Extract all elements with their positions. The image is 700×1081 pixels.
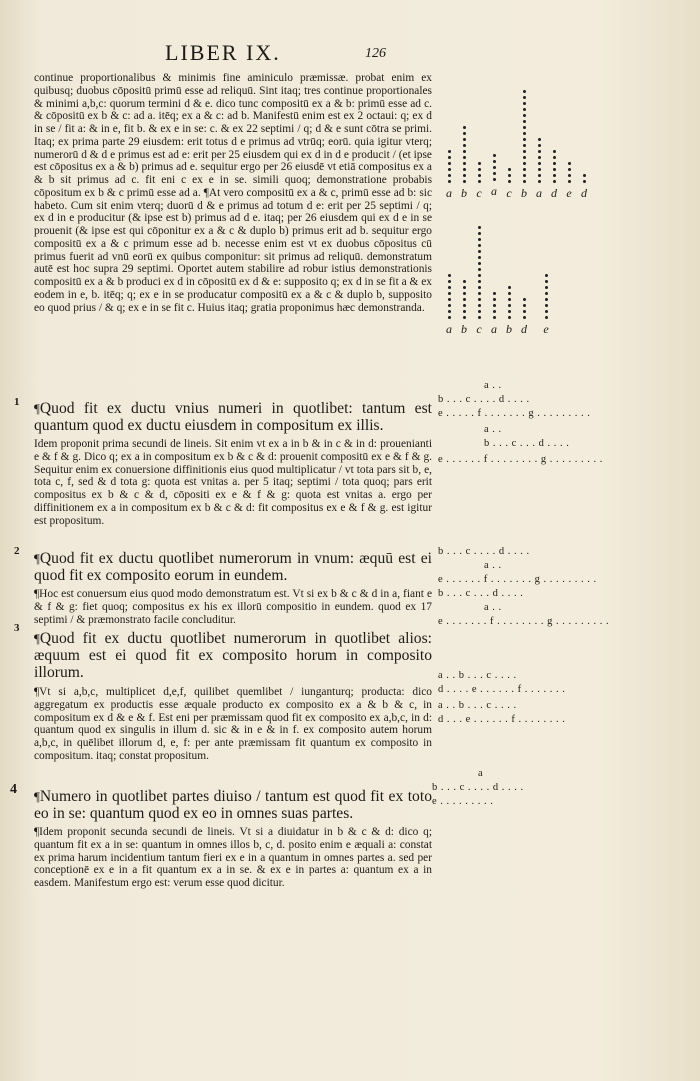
figure-row: e . . . . . . f . . . . . . . g . . . . . . . . . (438, 574, 597, 585)
proposition-text: Quod fit ex ductu vnius numeri in quotlibet: tantum est quantum quod ex ductu eiusdem in compositum ex illis. (34, 400, 432, 434)
figure-row: e . . . . . . f . . . . . . . . g . . . . . . . . . (438, 454, 603, 465)
column-label: c (476, 322, 482, 336)
figure-row: b . . . c . . . . d . . . . (432, 782, 524, 793)
dot-column (473, 226, 485, 336)
figure-row: a . . b . . . c . . . . (438, 700, 517, 711)
dot-column (503, 168, 515, 200)
figure-row: d . . . . e . . . . . . f . . . . . . . (438, 684, 566, 695)
column-label: a (536, 186, 542, 200)
paragraph-commentary-3: ¶Vt si a,b,c, multiplicet d,e,f, quilibet quemlibet / iunganturq; producta: dico aggregatum ex productis esse æquale producto ex composito ex a & b & c, in compositum ex d & e & f. Est eni per præmissam quod fit ex composito ex a,b,c, in d: quantum quod ex singulis in illum d. sic & in e & in f. ex composito autem horum a,b,c, in quēlibet illorum d, e, f: per ante præmissam fit quantum ex composito in compositum. itaq; constat propositum. (34, 686, 432, 762)
dot-column (458, 126, 470, 200)
proposition-number: 4 (10, 782, 17, 797)
paragraph-proof-continued: continue proportionalibus & minimis fine aminiculo præmissæ. probat enim ex quibusq; duobus cōpositū primū esse ad reliquū. Sint itaq; tres continue proportionales & minimi a,b,c: quorum termini d & e. dico tunc compositū ex a & b: primū esse ad c. & cōpositū ex b & c: ad a. itēq; ex a & c: ad b. Manifestū enim est ex 2 octaui: q; ex d in se / fit a: & in e, fit b. & ex e in se: c. & ex 22 septimi / q; d & e sunt cōtra se primi. Itaq; ex prima parte 29 eiusdem: erit totus d e primus ad vtrūq; eorū. quia igitur vterq; numerorū d & d e primus est ad e: erit per 25 eiusdem qui ex d in d e producit / (et ipse est cōpositus ex a & b) primus ad e. sequitur ergo per 26 eiusdē vt etiā compositus ex a & b sit primus ad c. fit eni c ex e in se. simili quoq; demonstratione probabis cōpositum ex b & c primū esse ad a. ¶At vero compositū ex a & c, primū esse ad b: sic habeto. Cum sit enim vterq; duorū d & e primus ad totum d e: erit per 25 septimi / q; ex d in e producitur (& ipse est b) primus ad d e. itaq; per 26 eiusdem qui ex d e in se prouenit (& ipse est qui cōponitur ex a & c & duplo b) primus erit ad b. sequitur ergo compositū ex a & c primum esse ad b. necesse enim est vt ex duobus cōpositus cū primus fuerit ad vnū eorū ex quibus componitur: sit primus ad reliquū. demonstratum autē est hoc supra 29 septimi. Oportet autem stabilire ad robur istius demonstrationis compositū ex a & b produci ex d in cōpositū ex d & e: supposito q; ex d in se fit a & ex eodem in e, b. itēq; q; ex e in se producatur compositū ex a & c & duplo b, supposito eo quod prius / & q; ex e in se fit c. Huius itaq; gratia proponimus hæc demonstranda. (34, 72, 432, 314)
figure-row: b . . . c . . . d . . . . (438, 588, 524, 599)
figure-row: e . . . . . . . f . . . . . . . . g . . . . . . . . . (438, 616, 610, 627)
column-label: e (543, 322, 549, 336)
folio-number: 126 (365, 46, 386, 61)
dot-column (578, 174, 590, 200)
column-label: b (461, 186, 467, 200)
dot-column (533, 138, 545, 200)
column-label: c (476, 186, 482, 200)
paragraph-commentary-4: ¶Idem proponit secunda secundi de lineis. Vt si a diuidatur in b & c & d: dico q; quantum fit ex a in se: quantum in omnes illos b, c, d. posito enim e æquali a: constat ex prima harum incidentium tantum fieri ex e in a quantum in omnes partes a. sed per conceptionē ex e in a fit quantum ex a in se. & ex e in partes a: quantum ex a in easdem. Manifestum ergo est: verum esse quod dicitur. (34, 826, 432, 889)
column-label: b (461, 322, 467, 336)
proposition-number: 1 (14, 396, 20, 408)
page-header (165, 40, 395, 66)
figure-row: a . . (484, 424, 502, 435)
figure-row: a . . (484, 602, 502, 613)
figure-row: a . . b . . . c . . . . (438, 670, 517, 681)
dot-column (473, 162, 485, 200)
figure-row: e . . . . . . . . . (432, 796, 494, 807)
paragraph-commentary-2: ¶Hoc est conuersum eius quod modo demonstratum est. Vt si ex b & c & d in a, fiant e & f & g: fiet quoq; compositus ex his ex illorū compositio in eundem. quod ex 17 septimi / & præmonstrato facile concluditur. (34, 588, 432, 626)
column-label: c (506, 186, 512, 200)
proposition-2 (34, 550, 432, 584)
figure-row: b . . . c . . . . d . . . . (438, 394, 530, 405)
figure-parts (432, 768, 552, 813)
dot-column (540, 274, 552, 336)
proposition-1 (34, 400, 432, 434)
figure-dotted-columns-2 (443, 226, 563, 336)
dot-column (563, 162, 575, 200)
figure-row: a . . (484, 560, 502, 571)
running-head: LIBER IX. (165, 40, 281, 65)
pilcrow-mark: ¶ (34, 551, 40, 566)
proposition-text: Numero in quotlibet partes diuiso / tantum est quod fit ex toto eo in se: quantum quod ex eo in omnes suas partes. (34, 788, 432, 822)
figure-row: a . . (484, 380, 502, 391)
proposition-text: Quod fit ex ductu quotlibet numerorum in vnum: æquū est ei quod fit ex composito eorum in eundem. (34, 550, 432, 584)
column-label: a (491, 322, 497, 336)
column-label: b (506, 322, 512, 336)
figure-products-3 (438, 670, 688, 730)
paragraph-commentary-1: Idem proponit prima secundi de lineis. Sit enim vt ex a in b & in c & in d: prouenianti e & f & g. Dico q; ex a in compositum ex b & c & d: prouenit compositū ex e & f & g. Sequitur enim ex conuersione diffinitionis eius quod multiplicatur / vt tota pars sit b, e, tota c, f, sed & d tota g: quota est vnitas a. per 5 itaq; septimi / tota quoq; pars erit compositus ex b & c & d, cōpositi ex e & f & g: quota est vnitas a. ergo per diffinitionem ex a in compositum ex b & c & d: fit compositus ex e & f & g. est igitur est propositum. (34, 438, 432, 527)
dot-column (443, 274, 455, 336)
proposition-number: 3 (14, 622, 20, 634)
figure-dotted-columns-1 (443, 88, 593, 218)
figure-row: b . . . c . . . d . . . . (484, 438, 570, 449)
column-label: d (581, 186, 587, 200)
dot-column (443, 150, 455, 200)
figure-row: a (478, 768, 484, 779)
dot-column (458, 280, 470, 336)
column-label: b (521, 186, 527, 200)
figure-products-1 (438, 380, 688, 470)
dot-column (488, 292, 500, 336)
pilcrow-mark: ¶ (34, 789, 40, 804)
column-label: d (521, 322, 527, 336)
column-label: a (491, 184, 497, 198)
proposition-3 (34, 630, 432, 681)
dot-column (503, 286, 515, 336)
column-label: a (446, 186, 452, 200)
figure-row: e . . . . . f . . . . . . . g . . . . . . . . . (438, 408, 591, 419)
figure-products-2 (438, 546, 688, 636)
column-label: d (551, 186, 557, 200)
figure-row: d . . . e . . . . . . f . . . . . . . . (438, 714, 566, 725)
dot-column (548, 150, 560, 200)
dot-column (518, 298, 530, 336)
figure-row: b . . . c . . . . d . . . . (438, 546, 530, 557)
pilcrow-mark: ¶ (34, 631, 40, 646)
proposition-text: Quod fit ex ductu quotlibet numerorum in quotlibet alios: æquum est ei quod fit ex composito horum in composito illorum. (34, 630, 432, 681)
pilcrow-mark: ¶ (34, 401, 40, 416)
column-label: a (446, 322, 452, 336)
dot-column (518, 90, 530, 200)
proposition-number: 2 (14, 545, 20, 557)
proposition-4 (34, 788, 432, 822)
dot-column (488, 154, 500, 198)
column-label: e (566, 186, 572, 200)
